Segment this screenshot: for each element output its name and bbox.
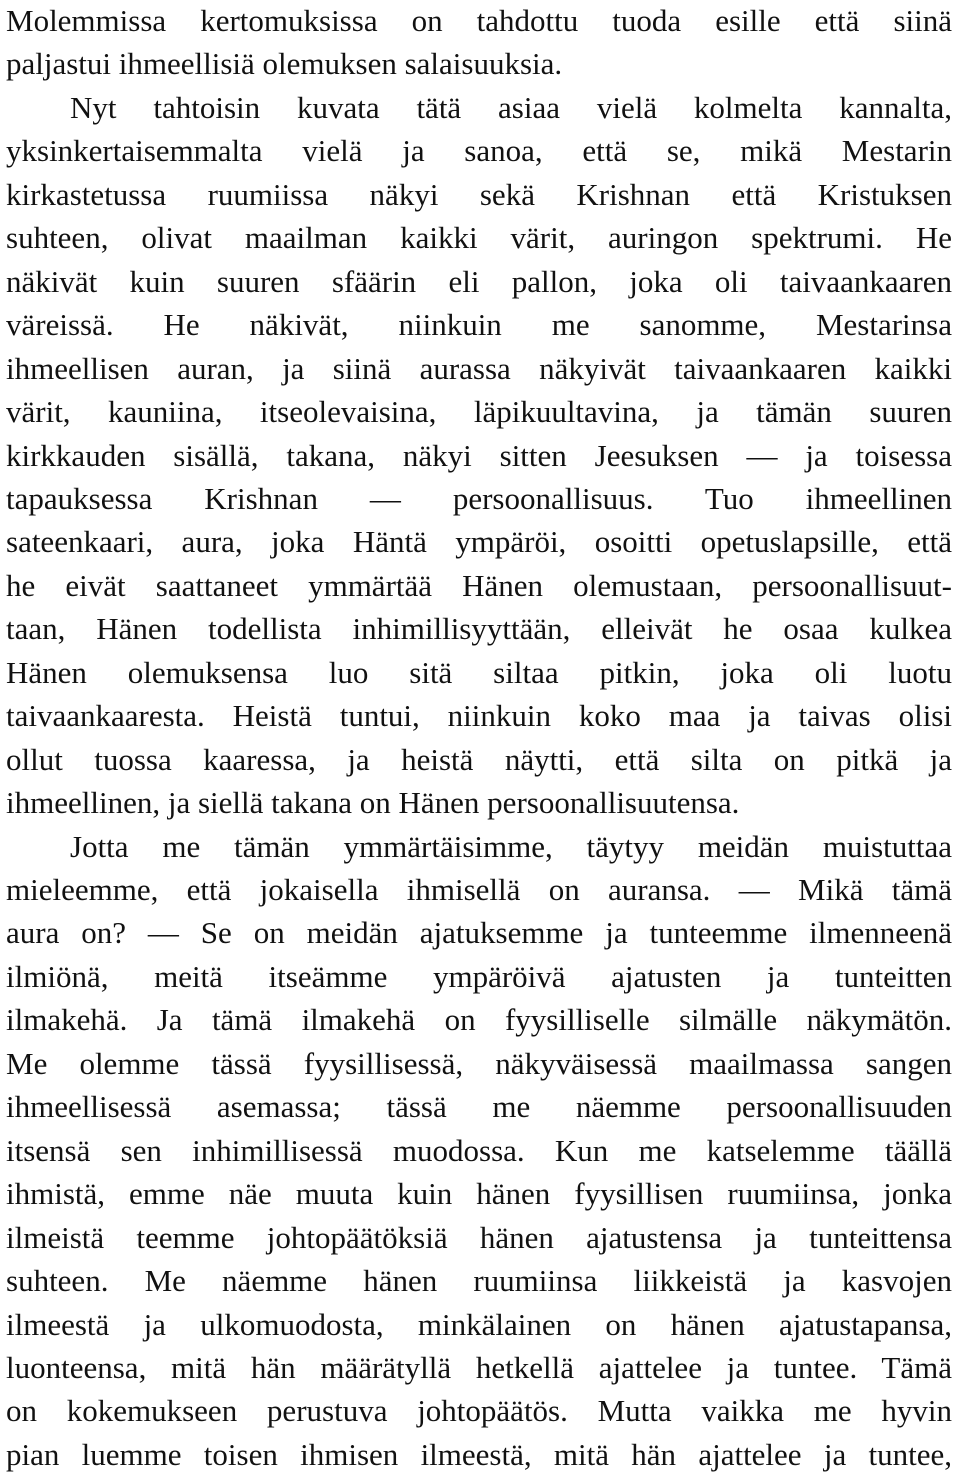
text-line: ihmeellinen, ja siellä takana on Hänen persoonallisuutensa. xyxy=(6,785,740,821)
text-line: on kokemukseen perustuva johtopäätös. Mutta vaikka me hyvin xyxy=(6,1393,952,1429)
text-line: tapauksessa Krishnan — persoonallisuus. Tuo ihmeellinen xyxy=(6,480,952,516)
text-line: ilmakehä. Ja tämä ilmakehä on fyysilliselle silmälle näkymätön. xyxy=(6,1002,952,1038)
text-line: ihmeellisen auran, ja siinä aurassa näkyivät taivaankaaren kaikki xyxy=(6,350,952,386)
text-line: ihmeellisessä asemassa; tässä me näemme persoonallisuuden xyxy=(6,1089,952,1125)
text-line: he eivät saattaneet ymmärtää Hänen olemustaan, persoonallisuut- xyxy=(6,567,952,603)
text-line: paljastui ihmeellisiä olemuksen salaisuuksia. xyxy=(6,46,563,82)
text-line: suhteen. Me näemme hänen ruumiinsa liikkeistä ja kasvojen xyxy=(6,1263,952,1299)
text-line: Molemmissa kertomuksissa on tahdottu tuoda esille että siinä xyxy=(6,3,952,38)
text-line: ilmeistä teemme johtopäätöksiä hänen ajatustensa ja tunteittensa xyxy=(6,1219,952,1255)
text-line: mieleemme, että jokaisella ihmisellä on auransa. — Mikä tämä xyxy=(6,872,952,907)
text-line: ollut tuossa kaaressa, ja heistä näytti, että silta on pitkä ja xyxy=(6,741,952,777)
text-line: ihmistä, emme näe muuta kuin hänen fyysillisen ruumiinsa, jonka xyxy=(6,1176,952,1212)
text-line: ilmiönä, meitä itseämme ympäröivä ajatusten ja tunteitten xyxy=(6,958,952,994)
text-line: värit, kauniina, itseolevaisina, läpikuultavina, ja tämän suuren xyxy=(6,394,952,430)
text-line: Jotta me tämän ymmärtäisimme, täytyy meidän muistuttaa xyxy=(70,828,952,864)
text-line: kirkkauden sisällä, takana, näkyi sitten Jeesuksen — ja toisessa xyxy=(6,437,952,473)
text-line: suhteen, olivat maailman kaikki värit, auringon spektrumi. He xyxy=(6,220,952,256)
text-line: aura on? — Se on meidän ajatuksemme ja tunteemme ilmenneenä xyxy=(6,915,952,951)
text-line: luonteensa, mitä hän määrätyllä hetkellä ajattelee ja tuntee. Tämä xyxy=(6,1349,952,1385)
text-line: taivaankaaresta. Heistä tuntui, niinkuin koko maa ja taivas olisi xyxy=(6,698,952,734)
text-line: Hänen olemuksensa luo sitä siltaa pitkin, joka oli luotu xyxy=(6,654,952,690)
text-line: yksinkertaisemmalta vielä ja sanoa, että se, mikä Mestarin xyxy=(6,133,952,169)
text-line: Nyt tahtoisin kuvata tätä asiaa vielä kolmelta kannalta, xyxy=(70,89,952,125)
text-line: väreissä. He näkivät, niinkuin me sanomme, Mestarinsa xyxy=(6,307,952,343)
text-line: ilmeestä ja ulkomuodosta, minkälainen on hänen ajatustapansa, xyxy=(6,1306,952,1342)
text-line: taan, Hänen todellista inhimillisyyttään, elleivät he osaa kulkea xyxy=(6,611,952,647)
text-line: pian luemme toisen ihmisen ilmeestä, mitä hän ajattelee ja tuntee, xyxy=(6,1436,952,1472)
text-line: Me olemme tässä fyysillisessä, näkyväisessä maailmassa sangen xyxy=(6,1045,952,1081)
text-line: sateenkaari, aura, joka Häntä ympäröi, osoitti opetuslapsille, että xyxy=(6,524,952,560)
text-line: itsensä sen inhimillisessä muodossa. Kun me katselemme täällä xyxy=(6,1132,952,1168)
text-line: kirkastetussa ruumiissa näkyi sekä Krishnan että Kristuksen xyxy=(6,176,952,212)
text-line: näkivät kuin suuren sfäärin eli pallon, joka oli taivaankaaren xyxy=(6,263,952,299)
